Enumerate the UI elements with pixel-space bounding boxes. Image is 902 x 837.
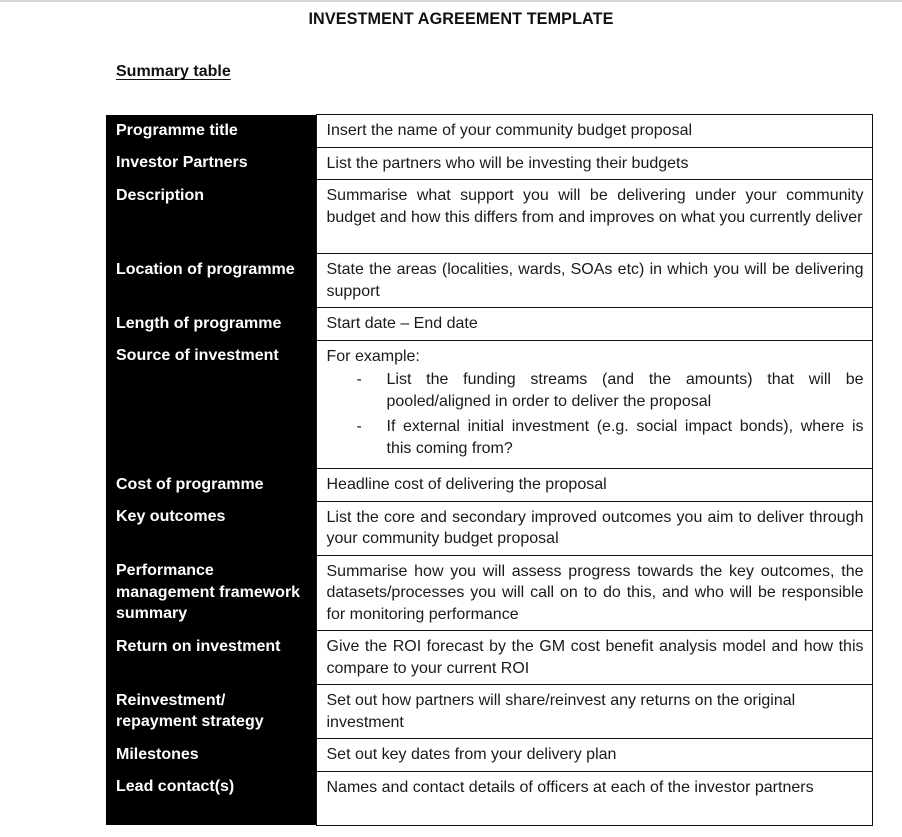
row-value[interactable]: State the areas (localities, wards, SOAs etc) in which you will be delivering support: [316, 254, 872, 308]
row-label: Performance management framework summary: [106, 555, 316, 631]
source-bullet-item: [356, 416, 864, 459]
source-bullet-text: If external initial investment (e.g. social impact bonds), where is this coming from?: [386, 418, 864, 457]
row-value[interactable]: Headline cost of delivering the proposal: [316, 469, 872, 502]
dash-bullet-icon: -: [356, 371, 362, 388]
row-value[interactable]: List the core and secondary improved outcomes you aim to deliver through your community budget proposal: [316, 501, 872, 555]
row-label: Return on investment: [106, 631, 316, 685]
row-label: Source of investment: [106, 340, 316, 469]
row-label: Programme title: [106, 115, 316, 148]
dash-bullet-icon: -: [356, 418, 362, 435]
row-value[interactable]: Give the ROI forecast by the GM cost benefit analysis model and how this compare to your current ROI: [316, 631, 872, 685]
row-label: Milestones: [106, 739, 316, 772]
table-row-key-outcomes: [106, 501, 872, 555]
section-heading-summary-table: Summary table: [116, 63, 231, 80]
row-label: Investor Partners: [106, 147, 316, 180]
table-row-milestones: [106, 739, 872, 772]
document-title: INVESTMENT AGREEMENT TEMPLATE: [308, 10, 614, 28]
row-label: Key outcomes: [106, 501, 316, 555]
row-value[interactable]: Summarise what support you will be delivering under your community budget and how this differs from and improves on what you currently deliver: [316, 180, 872, 254]
table-row-cost-of-programme: [106, 469, 872, 502]
table-row-description: [106, 180, 872, 254]
table-row-reinvestment-strategy: [106, 685, 872, 739]
row-value[interactable]: Set out how partners will share/reinvest any returns on the original investment: [316, 685, 872, 739]
source-bullet-list: [327, 369, 864, 459]
table-row-programme-title: [106, 115, 872, 148]
row-value[interactable]: Summarise how you will assess progress towards the key outcomes, the datasets/processes you will call on to do this, and who will be responsible for monitoring performance: [316, 555, 872, 631]
table-row-location-of-programme: [106, 254, 872, 308]
table-row-source-of-investment: [106, 340, 872, 469]
source-bullet-item: [356, 369, 864, 412]
source-bullet-text: List the funding streams (and the amounts) that will be pooled/aligned in order to deliver the proposal: [386, 371, 864, 410]
table-row-lead-contacts: [106, 771, 872, 825]
summary-table: [106, 114, 873, 826]
row-value[interactable]: Names and contact details of officers at each of the investor partners: [316, 771, 872, 825]
row-label: Description: [106, 180, 316, 254]
row-label: Lead contact(s): [106, 771, 316, 825]
table-row-investor-partners: [106, 147, 872, 180]
row-value[interactable]: Set out key dates from your delivery plan: [316, 739, 872, 772]
table-row-return-on-investment: [106, 631, 872, 685]
row-value[interactable]: [316, 340, 872, 469]
source-intro-text: For example:: [326, 347, 420, 365]
row-value[interactable]: Start date – End date: [316, 308, 872, 341]
row-label: Reinvestment/ repayment strategy: [106, 685, 316, 739]
table-row-length-of-programme: [106, 308, 872, 341]
row-value[interactable]: Insert the name of your community budget proposal: [316, 115, 872, 148]
table-row-performance-management: [106, 555, 872, 631]
row-label: Cost of programme: [106, 469, 316, 502]
row-label: Length of programme: [106, 308, 316, 341]
row-label: Location of programme: [106, 254, 316, 308]
row-value[interactable]: List the partners who will be investing their budgets: [316, 147, 872, 180]
